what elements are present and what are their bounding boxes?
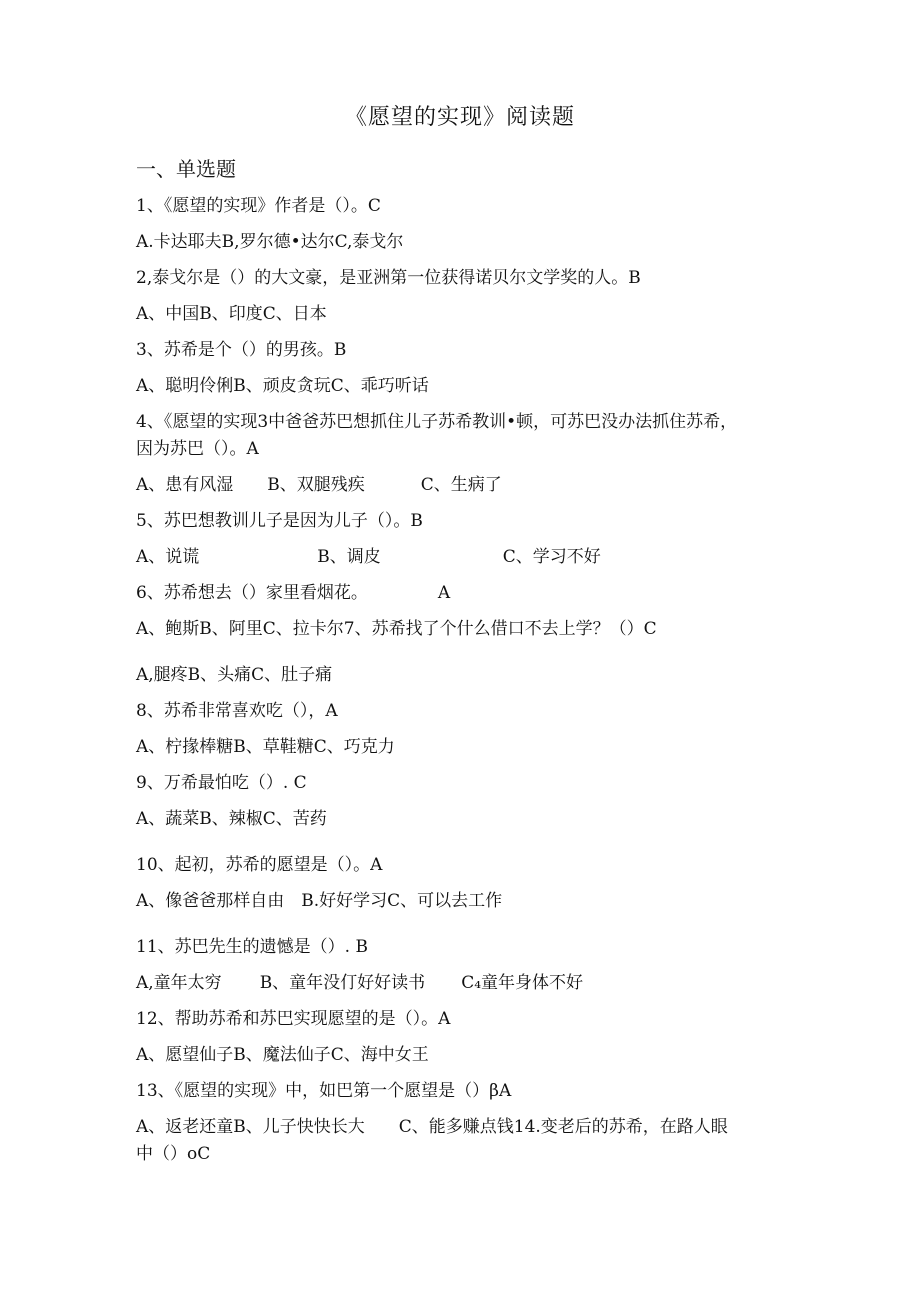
question-6-text: 6、苏希想去（）家里看烟花。 bbox=[136, 583, 368, 603]
question-list bbox=[136, 194, 786, 1178]
option-11b: B、童年没仃好好读书 bbox=[259, 973, 426, 993]
question-2: 2,泰戈尔是（）的大文豪，是亚洲第一位获得诺贝尔文学奖的人。B bbox=[136, 268, 641, 288]
question-8: 8、苏希非常喜欢吃（），A bbox=[136, 701, 338, 721]
options-8: A、柠掾棒糖B、草鞋糖C、巧克力 bbox=[136, 737, 395, 757]
options-2: A、中国B、印度C、日本 bbox=[136, 304, 327, 324]
question-4-line-2: 因为苏巴（）。A bbox=[136, 439, 259, 459]
question-14-line-2: 中（）oC bbox=[136, 1144, 211, 1164]
option-11c: C₄童年身体不好 bbox=[461, 973, 584, 993]
option-4b: B、双腿残疾 bbox=[267, 475, 365, 495]
options-3: A、聪明伶俐B、顽皮贪玩C、乖巧听话 bbox=[136, 376, 429, 396]
question-1: 1、《愿望的实现》作者是（）。C bbox=[136, 196, 381, 216]
options-1: A.卡达耶夫B,罗尔德•达尔C,泰戈尔 bbox=[136, 232, 404, 252]
page-title: 《愿望的实现》阅读题 bbox=[344, 105, 575, 130]
question-5: 5、苏巴想教训儿子是因为儿子（）。B bbox=[136, 511, 423, 531]
question-13: 13、《愿望的实现》中，如巴第一个愿望是（）βA bbox=[136, 1081, 512, 1101]
option-5a: A、说谎 bbox=[136, 547, 200, 567]
options-12: A、愿望仙子B、魔法仙子C、海中女王 bbox=[136, 1045, 429, 1065]
question-10: 10、起初，苏希的愿望是（）。A bbox=[136, 855, 383, 875]
option-11a: A,童年太穷 bbox=[136, 973, 222, 993]
question-6 bbox=[136, 581, 786, 605]
option-4a: A、患有风湿 bbox=[136, 475, 234, 495]
options-6-question-7: A、鲍斯B、阿里C、拉卡尔7、苏希找了个什么借口不去上学？（）C bbox=[136, 619, 657, 639]
options-7: A,腿疼B、头痛C、肚子痛 bbox=[136, 665, 333, 685]
question-9: 9、万希最怕吃（）. C bbox=[136, 773, 307, 793]
option-4c: C、生病了 bbox=[420, 475, 502, 495]
options-13-question-14: A、返老还童B、儿子快快长大 C、能多赚点钱14.变老后的苏希，在路人眼 bbox=[136, 1117, 728, 1137]
option-5b: B、调皮 bbox=[317, 547, 381, 567]
question-6-answer: A bbox=[437, 583, 451, 603]
question-3: 3、苏希是个（）的男孩。B bbox=[136, 340, 347, 360]
option-5c: C、学习不好 bbox=[502, 547, 601, 567]
options-4 bbox=[136, 473, 786, 497]
question-11: 11、苏巴先生的遗憾是（）. B bbox=[136, 937, 368, 957]
options-9: A、蔬菜B、辣椒C、苦药 bbox=[136, 809, 327, 829]
question-12: 12、帮助苏希和苏巴实现愿望的是（）。A bbox=[136, 1009, 451, 1029]
options-5 bbox=[136, 545, 786, 569]
section-heading: 一、单选题 bbox=[136, 157, 236, 181]
question-4-line-1: 4、《愿望的实现3中爸爸苏巴想抓住儿子苏希教训•顿，可苏巴没办法抓住苏希， bbox=[136, 412, 738, 432]
options-11 bbox=[136, 971, 786, 995]
options-10: A、像爸爸那样自由 B.好好学习C、可以去工作 bbox=[136, 891, 503, 911]
